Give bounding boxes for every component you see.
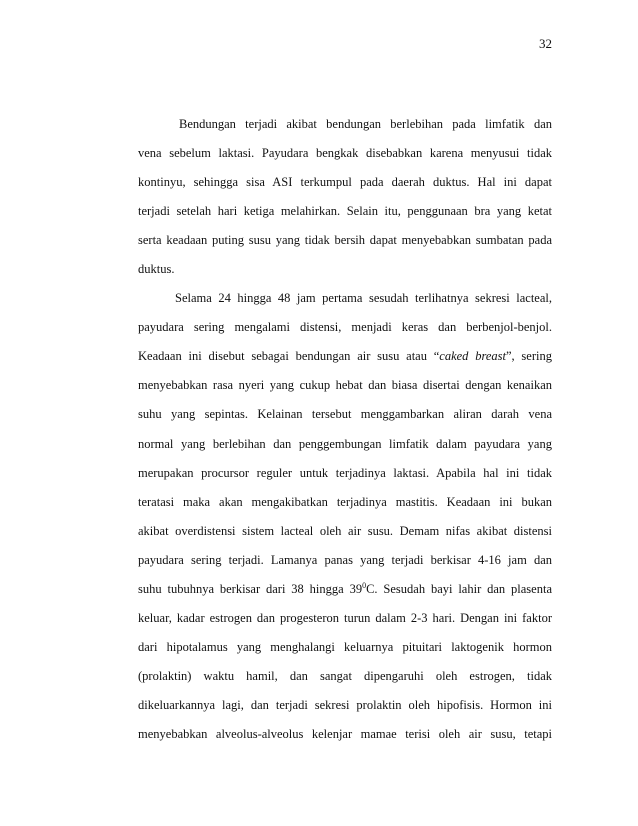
text-line: menyebabkan rasa nyeri yang cukup hebat dan biasa disertai dengan kenaikan	[138, 378, 552, 393]
text-line: terjadi setelah hari ketiga melahirkan. Selain itu, penggunaan bra yang ketat	[138, 204, 552, 219]
text-segment: ”, sering	[505, 349, 552, 364]
text-line: normal yang berlebihan dan penggembungan limfatik dalam payudara yang	[138, 436, 552, 451]
text-line	[138, 342, 552, 371]
text-line: (prolaktin) waktu hamil, dan sangat dipengaruhi oleh estrogen, tidak	[138, 668, 552, 683]
text-line: Selama 24 hingga 48 jam pertama sesudah terlihatnya sekresi lacteal,	[175, 291, 552, 306]
text-line: vena sebelum laktasi. Payudara bengkak disebabkan karena menyusui tidak	[138, 146, 552, 161]
text-segment: suhu tubuhnya berkisar dari 38 hingga 39	[138, 581, 363, 596]
italic-term: caked breast	[439, 349, 506, 364]
text-line: merupakan procursor reguler untuk terjadinya laktasi. Apabila hal ini tidak	[138, 465, 552, 480]
paragraph-1	[138, 110, 552, 284]
text-line: kontinyu, sehingga sisa ASI terkumpul pada daerah duktus. Hal ini dapat	[138, 175, 552, 190]
text-line: teratasi maka akan mengakibatkan terjadinya mastitis. Keadaan ini bukan	[138, 494, 552, 509]
text-segment: C. Sesudah bayi lahir dan plasenta	[366, 581, 552, 596]
page-number: 32	[539, 36, 552, 51]
text-line: payudara sering mengalami distensi, menjadi keras dan berbenjol-benjol.	[138, 320, 552, 335]
text-line: duktus.	[138, 262, 175, 277]
paragraph-2	[138, 284, 552, 749]
text-line: keluar, kadar estrogen dan progesteron turun dalam 2-3 hari. Dengan ini faktor	[138, 610, 552, 625]
text-line: menyebabkan alveolus-alveolus kelenjar mamae terisi oleh air susu, tetapi	[138, 726, 552, 741]
body-text	[138, 110, 552, 749]
text-line: suhu yang sepintas. Kelainan tersebut menggambarkan aliran darah vena	[138, 407, 552, 422]
text-line: payudara sering terjadi. Lamanya panas yang terjadi berkisar 4-16 jam dan	[138, 552, 552, 567]
text-line: serta keadaan puting susu yang tidak bersih dapat menyebabkan sumbatan pada	[138, 233, 552, 248]
text-line: dikeluarkannya lagi, dan terjadi sekresi prolaktin oleh hipofisis. Hormon ini	[138, 697, 552, 712]
text-line: akibat overdistensi sistem lacteal oleh air susu. Demam nifas akibat distensi	[138, 523, 552, 538]
superscript: 0	[362, 580, 367, 590]
text-line: dari hipotalamus yang menghalangi keluarnya pituitari laktogenik hormon	[138, 639, 552, 654]
text-line: Bendungan terjadi akibat bendungan berlebihan pada limfatik dan	[179, 117, 552, 131]
text-line	[138, 575, 552, 604]
text-segment: Keadaan ini disebut sebagai bendungan air susu atau “	[138, 349, 440, 364]
